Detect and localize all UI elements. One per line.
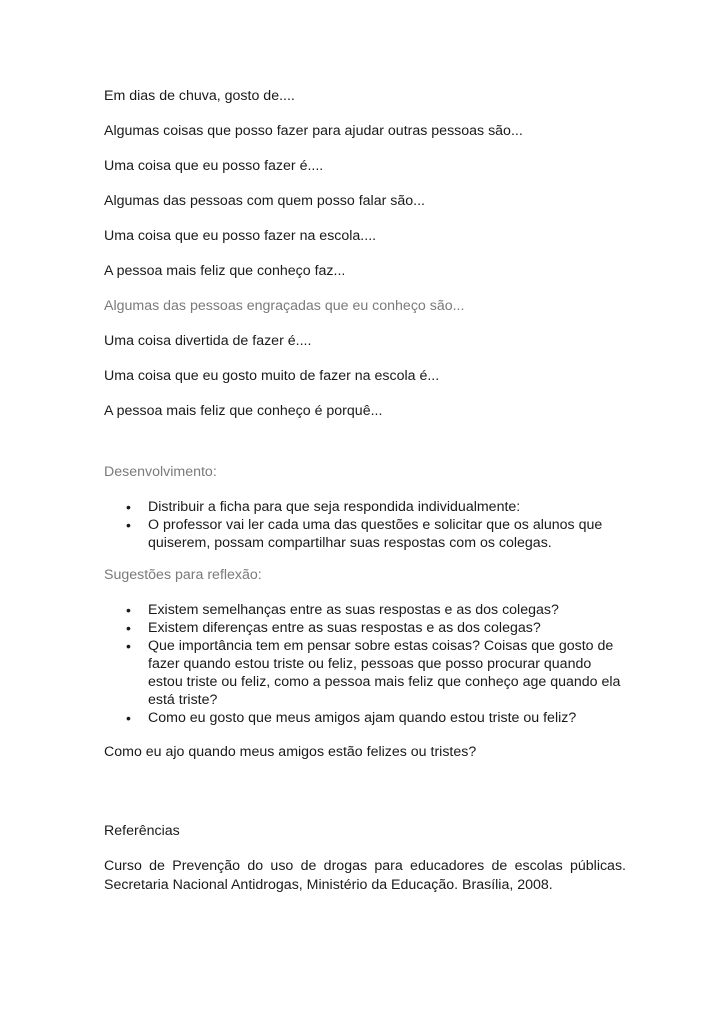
bullet-icon: • xyxy=(126,602,131,618)
list-item xyxy=(104,516,626,552)
prompt-line: Algumas das pessoas com quem posso falar são... xyxy=(104,193,425,209)
prompt-line: A pessoa mais feliz que conheço é porquê... xyxy=(104,403,383,419)
list-item xyxy=(104,498,626,516)
prompt-line: Uma coisa que eu gosto muito de fazer na escola é... xyxy=(104,368,440,384)
prompt-line: Algumas coisas que posso fazer para ajudar outras pessoas são... xyxy=(104,123,523,139)
prompt-line: Uma coisa que eu posso fazer na escola.... xyxy=(104,228,377,244)
section-heading-referencias: Referências xyxy=(104,823,180,839)
list-item xyxy=(104,709,626,727)
bullet-icon: • xyxy=(126,620,131,636)
list-item-text: O professor vai ler cada uma das questões e solicitar que os alunos que quiserem, possam compartilhar suas respostas com os colegas. xyxy=(148,517,603,551)
list-item xyxy=(104,619,626,637)
list-item-text: Que importância tem em pensar sobre estas coisas? Coisas que gosto de fazer quando estou triste ou feliz, pessoas que posso procurar quando estou triste ou feliz, como a pessoa mais feliz que conheço age quando ela está triste? xyxy=(148,638,621,708)
prompt-line: Em dias de chuva, gosto de.... xyxy=(104,88,295,104)
bullet-icon: • xyxy=(126,499,131,515)
closing-question: Como eu ajo quando meus amigos estão felizes ou tristes? xyxy=(104,744,477,760)
prompt-line: Algumas das pessoas engraçadas que eu conheço são... xyxy=(104,298,465,314)
bullet-icon: • xyxy=(126,517,131,533)
list-item-text: Existem diferenças entre as suas respostas e as dos colegas? xyxy=(148,620,541,636)
prompt-line: A pessoa mais feliz que conheço faz... xyxy=(104,263,346,279)
sugestoes-list xyxy=(104,601,626,727)
reference-citation: Curso de Prevenção do uso de drogas para educadores de escolas públicas. Secretaria Nacional Antidrogas, Ministério da Educação. Brasília, 2008. xyxy=(104,858,626,893)
desenvolvimento-list xyxy=(104,498,626,552)
list-item-text: Como eu gosto que meus amigos ajam quando estou triste ou feliz? xyxy=(148,710,577,726)
bullet-icon: • xyxy=(126,638,131,654)
section-heading-sugestoes: Sugestões para reflexão: xyxy=(104,567,262,583)
list-item-text: Existem semelhanças entre as suas respostas e as dos colegas? xyxy=(148,602,559,618)
prompt-line: Uma coisa divertida de fazer é.... xyxy=(104,333,312,349)
prompt-line: Uma coisa que eu posso fazer é.... xyxy=(104,158,324,174)
list-item-text: Distribuir a ficha para que seja respondida individualmente: xyxy=(148,499,521,515)
document-page xyxy=(104,88,626,895)
bullet-icon: • xyxy=(126,710,131,726)
list-item xyxy=(104,601,626,619)
section-heading-desenvolvimento: Desenvolvimento: xyxy=(104,464,217,480)
list-item xyxy=(104,637,626,709)
